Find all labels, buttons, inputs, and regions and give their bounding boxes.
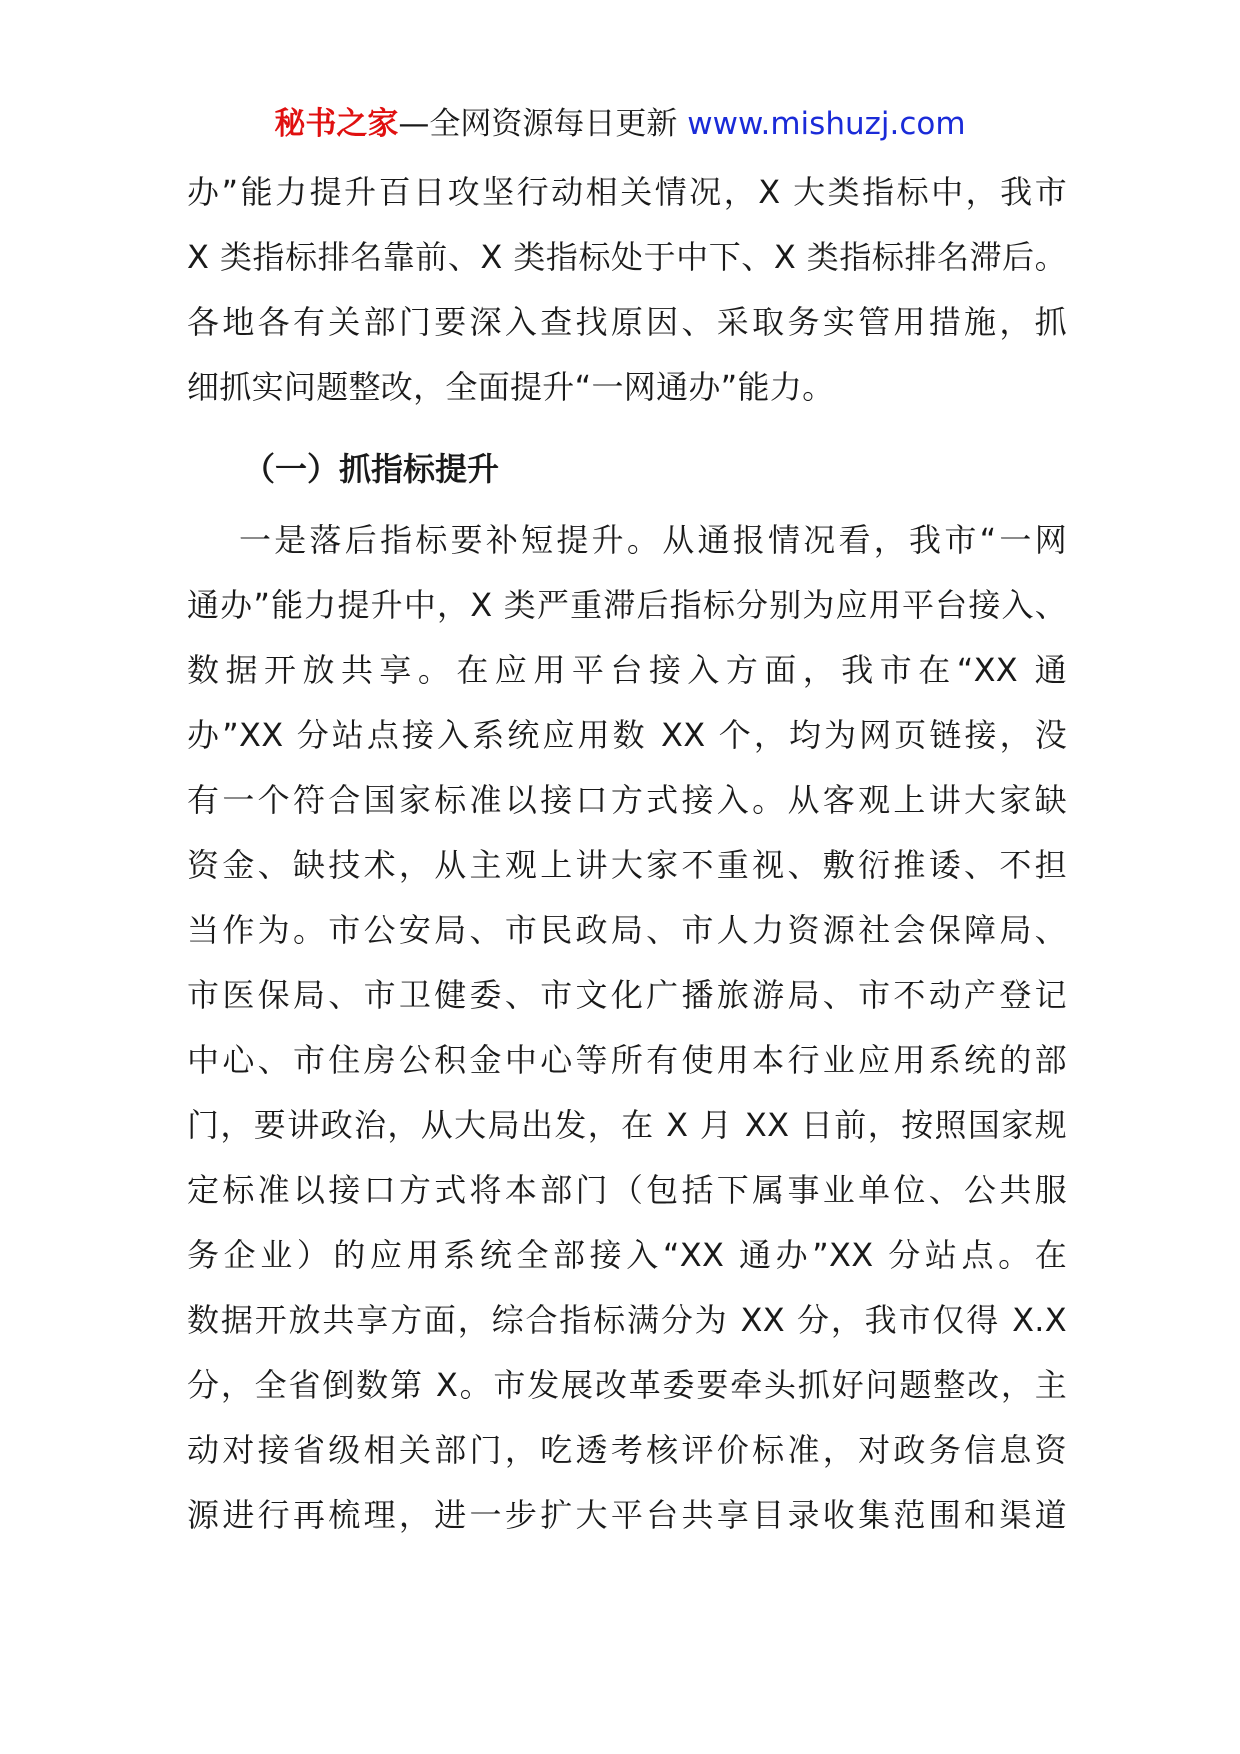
paragraph-line: 务企业）的应用系统全部接入“XX 通办”XX 分站点。在 (187, 1236, 1067, 1274)
paragraph-line: 门，要讲政治，从大局出发，在 X 月 XX 日前，按照国家规 (187, 1106, 1067, 1144)
document-body (187, 160, 1067, 1548)
paragraph-line: 分，全省倒数第 X。市发展改革委要牵头抓好问题整改，主 (187, 1366, 1067, 1404)
paragraph-line: 一是落后指标要补短提升。从通报情况看，我市“一网 (239, 521, 1067, 559)
section-heading: （一）抓指标提升 (243, 450, 500, 488)
paragraph-line: 数据开放共享。在应用平台接入方面，我市在“XX 通 (187, 651, 1067, 689)
paragraph-line: 源进行再梳理，进一步扩大平台共享目录收集范围和渠道 (187, 1496, 1067, 1534)
paragraph-line: 办”能力提升百日攻坚行动相关情况，X 大类指标中，我市 (187, 173, 1067, 211)
paragraph-line: 定标准以接口方式将本部门（包括下属事业单位、公共服 (187, 1171, 1067, 1209)
paragraph-line: 办”XX 分站点接入系统应用数 XX 个，均为网页链接，没 (187, 716, 1067, 754)
brand-name: 秘书之家 (274, 106, 399, 142)
paragraph-line: 中心、市住房公积金中心等所有使用本行业应用系统的部 (187, 1041, 1067, 1079)
paragraph-line: X 类指标排名靠前、X 类指标处于中下、X 类指标排名滞后。 (187, 238, 1067, 276)
paragraph-line: 数据开放共享方面，综合指标满分为 XX 分，我市仅得 X.X (187, 1301, 1067, 1339)
header-tagline: —全网资源每日更新 (398, 106, 678, 142)
paragraph-line: 细抓实问题整改，全面提升“一网通办”能力。 (187, 368, 835, 406)
paragraph-line: 当作为。市公安局、市民政局、市人力资源社会保障局、 (187, 911, 1067, 949)
site-header (0, 104, 1240, 144)
paragraph-line: 资金、缺技术，从主观上讲大家不重视、敷衍推诿、不担 (187, 846, 1067, 884)
paragraph-line: 有一个符合国家标准以接口方式接入。从客观上讲大家缺 (187, 781, 1067, 819)
paragraph-line: 市医保局、市卫健委、市文化广播旅游局、市不动产登记 (187, 976, 1067, 1014)
paragraph-line: 动对接省级相关部门，吃透考核评价标准，对政务信息资 (187, 1431, 1067, 1469)
site-url-link[interactable]: www.mishuzj.com (687, 106, 966, 142)
paragraph-line: 各地各有关部门要深入查找原因、采取务实管用措施，抓 (187, 303, 1067, 341)
paragraph-line: 通办”能力提升中，X 类严重滞后指标分别为应用平台接入、 (187, 586, 1067, 624)
